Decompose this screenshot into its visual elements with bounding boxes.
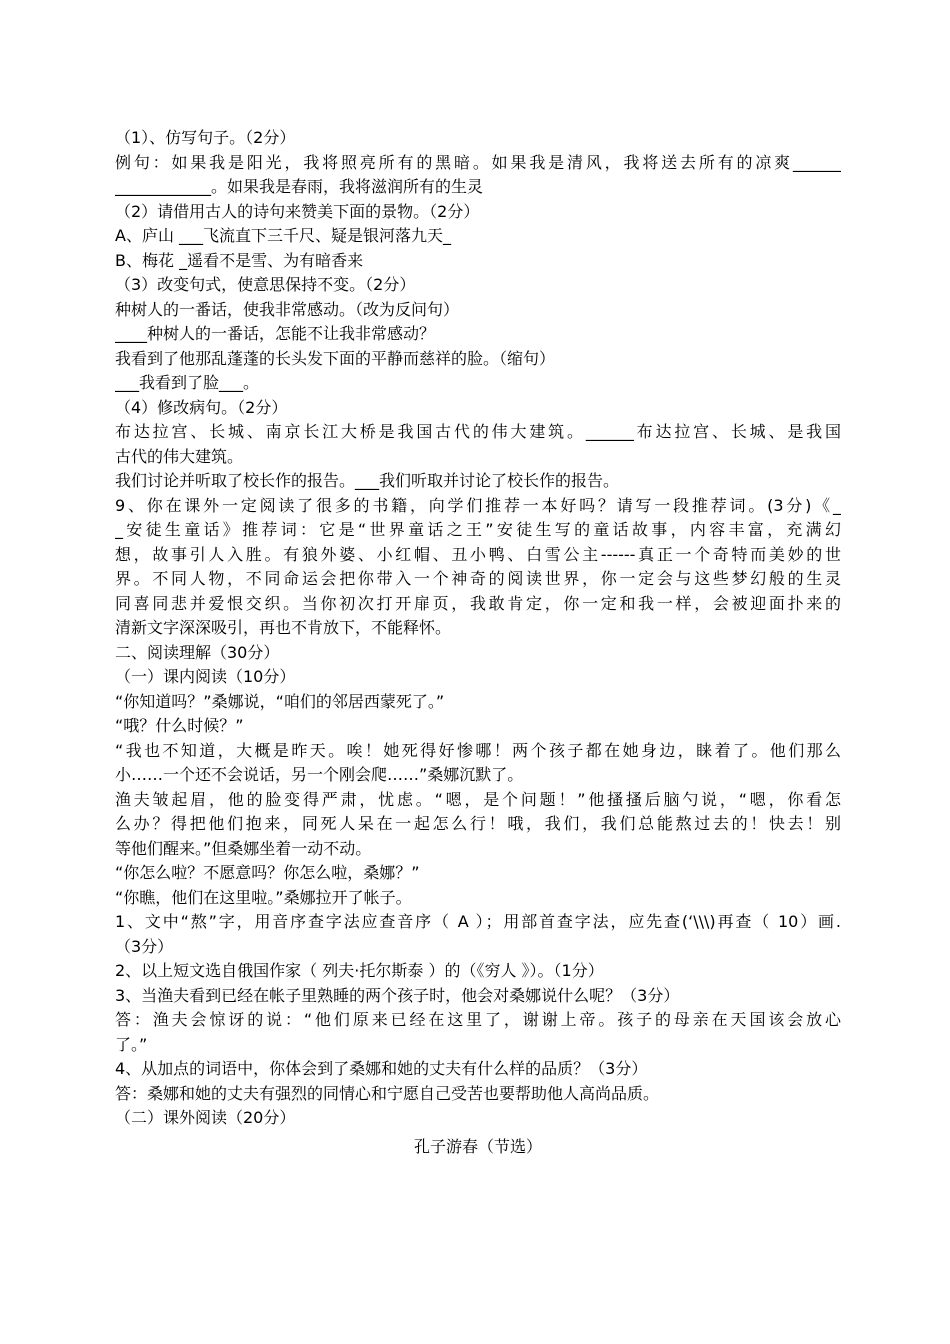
text-line: 渔夫皱起眉，他的脸变得严肃，忧虑。“嗯，是个问题！”他搔搔后脑勺说，“嗯，你看怎 bbox=[115, 789, 841, 809]
text-line: 了。” bbox=[115, 1034, 148, 1054]
subsection-heading: （二）课外阅读（20分） bbox=[115, 1108, 296, 1127]
text-line: 4、从加点的词语中，你体会到了桑娜和她的丈夫有什么样的品质？（3分） bbox=[115, 1059, 648, 1078]
text-line: 同喜同悲并爱恨交织。当你初次打开扉页，我敢肯定，你一定和我一样，会被迎面扑来的 bbox=[115, 593, 841, 613]
text-line: “你瞧，他们在这里啦。”桑娜拉开了帐子。 bbox=[115, 887, 412, 907]
text-line: （3分） bbox=[115, 936, 174, 956]
text-line: （2）请借用古人的诗句来赞美下面的景物。（2分） bbox=[115, 201, 480, 221]
subsection-heading: （一）课内阅读（10分） bbox=[115, 667, 296, 686]
text-line: 界。不同人物，不同命运会把你带入一个神奇的阅读世界，你一定会与这些梦幻般的生灵 bbox=[115, 569, 841, 588]
text-line: _安徒生童话》推荐词：它是“世界童话之王”安徒生写的童话故事，内容丰富，充满幻 bbox=[115, 520, 841, 539]
text-line: 2、以上短文选自俄国作家（ 列夫·托尔斯泰 ）的（《穷人 》）。（1分） bbox=[115, 961, 604, 980]
text-line: ____种树人的一番话，怎能不让我非常感动？ bbox=[115, 324, 436, 343]
text-line: 想，故事引人入胜。有狼外婆、小红帽、丑小鸭、白雪公主------真正一个奇特而美妙的世 bbox=[115, 544, 841, 564]
text-line: ____________。如果我是春雨，我将滋润所有的生灵 bbox=[115, 177, 484, 196]
text-line: 1、文中“熬”字，用音序查字法应查音序（ A ）；用部首查字法，应先查(‘\\\)再查（ 10）画. bbox=[115, 912, 841, 931]
text-line: 3、当渔夫看到已经在帐子里熟睡的两个孩子时，他会对桑娜说什么呢？（3分） bbox=[115, 985, 680, 1005]
text-line: “我也不知道，大概是昨天。唉！她死得好惨哪！两个孩子都在她身边，睐着了。他们那么 bbox=[115, 740, 841, 760]
text-line: B、梅花 _遥看不是雪、为有暗香来 bbox=[115, 250, 364, 270]
text-line: “哦？什么时候？” bbox=[115, 716, 244, 735]
text-line: 清新文字深深吸引，再也不肯放下，不能释怀。 bbox=[115, 618, 452, 637]
text-line: （1）、仿写句子。（2分） bbox=[115, 128, 296, 147]
text-line: “你怎么啦？不愿意吗？你怎么啦，桑娜？” bbox=[115, 863, 420, 882]
text-line: 小……一个还不会说话，另一个刚会爬……”桑娜沉默了。 bbox=[115, 765, 524, 784]
text-line: A、庐山 ___飞流直下三千尺、疑是银河落九天_ bbox=[115, 226, 452, 245]
text-line: 种树人的一番话，使我非常感动。（改为反问句） bbox=[115, 299, 460, 319]
text-line: “你知道吗？”桑娜说，“咱们的邻居西蒙死了。” bbox=[115, 691, 445, 711]
text-line: 我们讨论并听取了校长作的报告。___我们听取并讨论了校长作的报告。 bbox=[115, 471, 620, 490]
text-line: 古代的伟大建筑。 bbox=[115, 446, 244, 466]
text-line: 例句：如果我是阳光，我将照亮所有的黑暗。如果我是清风，我将送去所有的凉爽______ bbox=[115, 152, 841, 172]
document-page bbox=[115, 126, 841, 1159]
text-line: 我看到了他那乱蓬蓬的长头发下面的平静而慈祥的脸。（缩句） bbox=[115, 348, 556, 368]
text-line: （3）改变句式，使意思保持不变。（2分） bbox=[115, 275, 416, 294]
text-line: 么办？得把他们抱来，同死人呆在一起怎么行！哦，我们，我们总能熬过去的！快去！别 bbox=[115, 814, 841, 833]
text-line: 答：渔夫会惊讶的说：“他们原来已经在这里了，谢谢上帝。孩子的母亲在天国该会放心 bbox=[115, 1010, 841, 1029]
passage-title: 孔子游春（节选） bbox=[413, 1136, 542, 1156]
text-line: （4）修改病句。（2分） bbox=[115, 397, 288, 417]
text-line: 等他们醒来。”但桑娜坐着一动不动。 bbox=[115, 838, 372, 858]
text-line: 9、你在课外一定阅读了很多的书籍，向学们推荐一本好吗？请写一段推荐词。(3分)《_ bbox=[115, 495, 841, 515]
text-line: 答：桑娜和她的丈夫有强烈的同情心和宁愿自己受苦也要帮助他人高尚品质。 bbox=[115, 1083, 660, 1103]
text-line: 布达拉宫、长城、南京长江大桥是我国古代的伟大建筑。______布达拉宫、长城、是我国 bbox=[115, 422, 841, 441]
section-heading: 二、阅读理解（30分） bbox=[115, 642, 280, 662]
text-line: ___我看到了脸___。 bbox=[115, 373, 260, 392]
